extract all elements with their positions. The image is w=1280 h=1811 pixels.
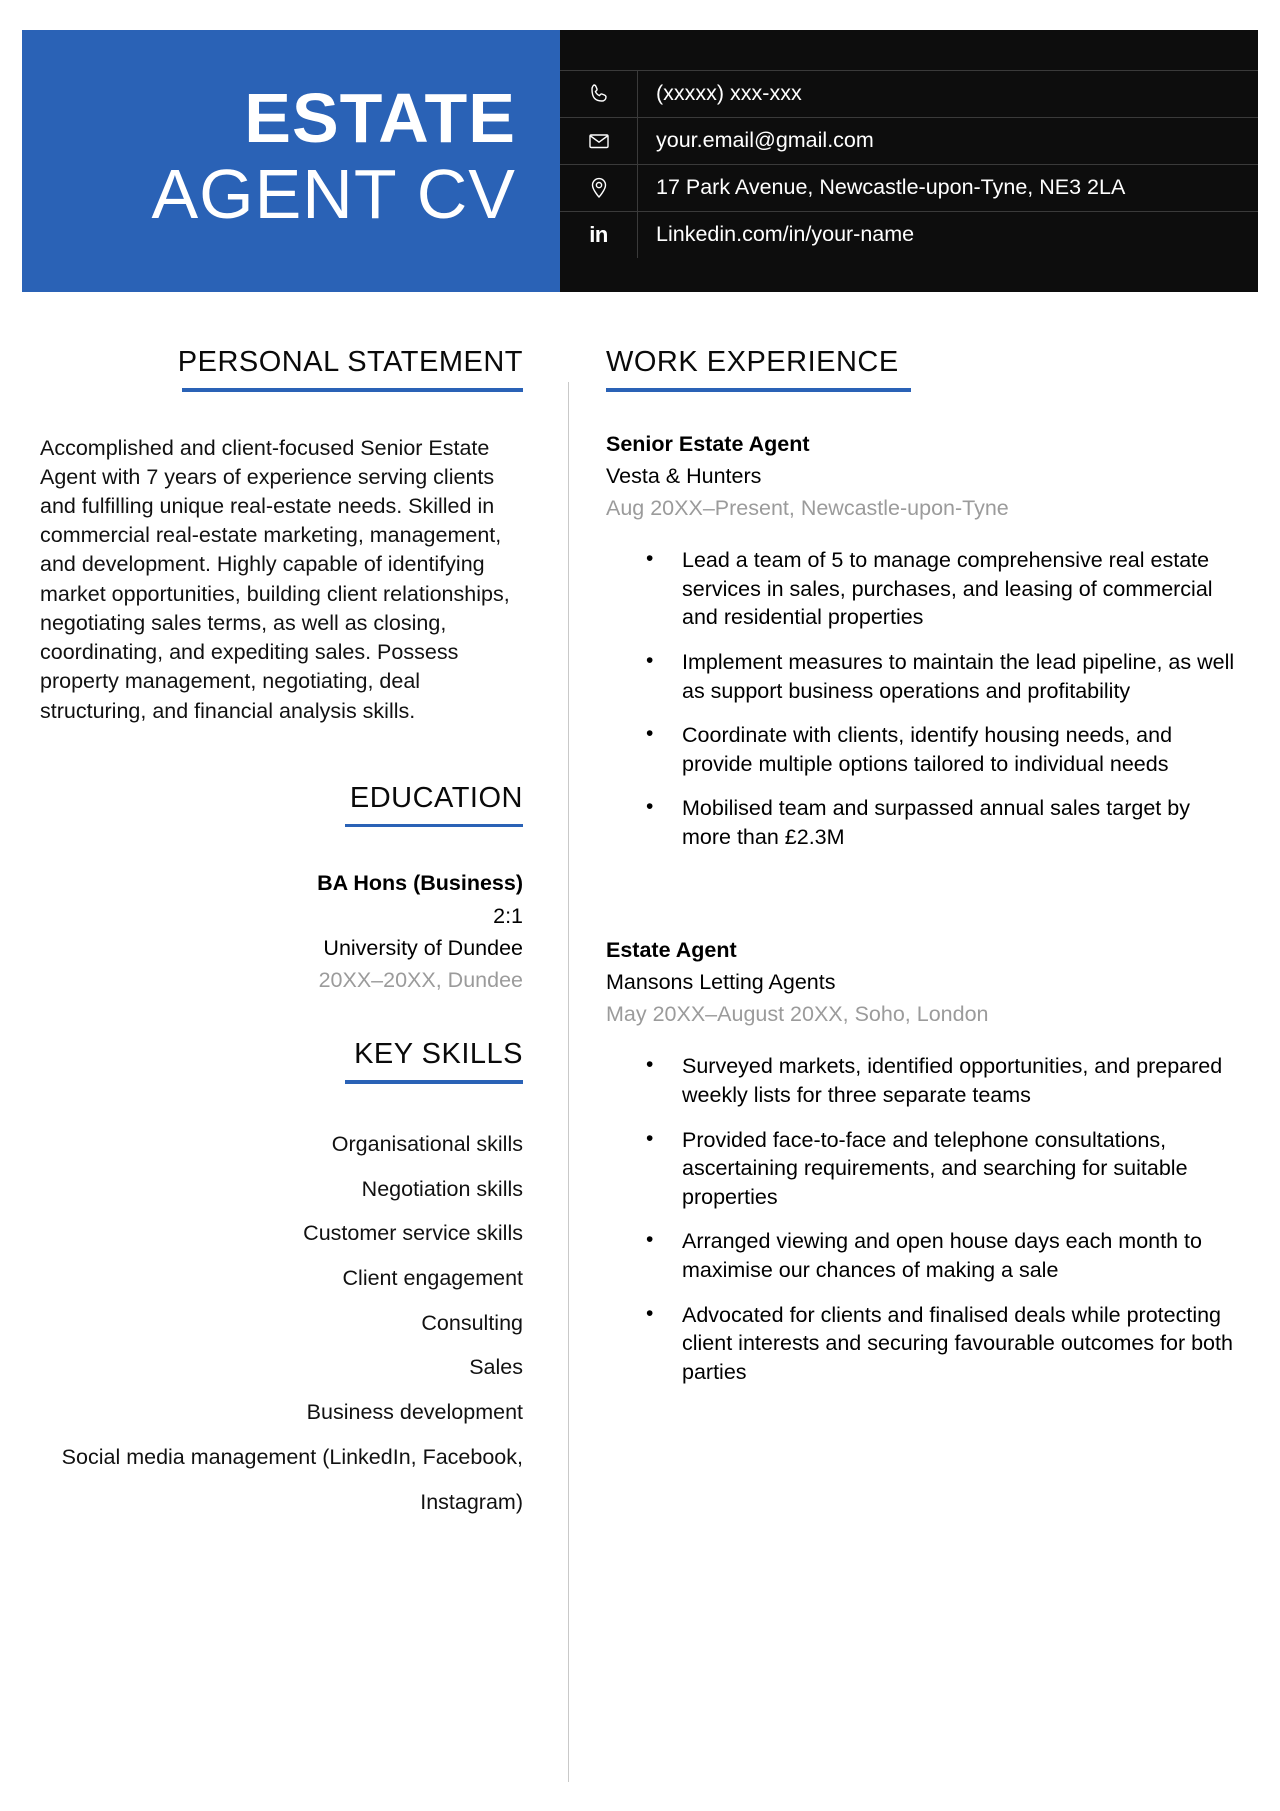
section-key-skills — [40, 1038, 523, 1524]
list-item: • Surveyed markets, identified opportunities, and prepared weekly lists for three separate teams — [646, 1052, 1235, 1109]
job-bullet-list — [606, 546, 1235, 851]
education-school: University of Dundee — [323, 935, 523, 960]
list-item: • Mobilised team and surpassed annual sales target by more than £2.3M — [646, 794, 1235, 851]
personal-statement-rule — [182, 388, 523, 392]
job-title: Estate Agent — [606, 937, 737, 962]
job-entry — [606, 428, 1235, 852]
personal-statement-body: Accomplished and client-focused Senior Estate Agent with 7 years of experience serving clients and fulfilling unique real-estate needs. Skilled in commercial real-estate marketing, management, and development. Highly capable of identifying market opportunities, building client relationships, negotiating sales terms, as well as closing, coordinating, and expediting sales. Possess property management, negotiating, deal structuring, and financial analysis skills. — [40, 435, 510, 723]
work-experience-rule — [606, 388, 911, 392]
job-meta: May 20XX–August 20XX, Soho, London — [606, 1002, 989, 1027]
left-column — [0, 320, 568, 1524]
title-block — [22, 30, 560, 292]
education-date: 20XX–20XX, Dundee — [318, 968, 523, 993]
job-meta: Aug 20XX–Present, Newcastle-upon-Tyne — [606, 496, 1009, 520]
education-entry — [40, 867, 523, 996]
contact-row-linkedin — [560, 211, 1258, 258]
education-rule — [345, 824, 523, 828]
list-item: • Provided face-to-face and telephone consultations, ascertaining requirements, and searching for suitable properties — [646, 1126, 1235, 1212]
email-icon — [560, 118, 638, 164]
key-skills-rule — [345, 1080, 523, 1084]
cv-header — [0, 0, 1280, 320]
list-item: Customer service skills — [303, 1221, 523, 1246]
job-entry — [606, 934, 1235, 1387]
key-skills-list — [40, 1122, 523, 1524]
job-company: Mansons Letting Agents — [606, 969, 836, 994]
contact-row-phone — [560, 70, 1258, 117]
list-item: • Coordinate with clients, identify housing needs, and provide multiple options tailored to individual needs — [646, 721, 1235, 778]
list-item: Business development — [306, 1400, 523, 1425]
section-work-experience — [606, 346, 1235, 1386]
contact-row-address — [560, 164, 1258, 211]
contact-linkedin-value: Linkedin.com/in/your-name — [656, 222, 915, 247]
list-item: Consulting — [421, 1310, 523, 1335]
key-skills-heading: KEY SKILLS — [354, 1038, 523, 1071]
list-item: Social media management (LinkedIn, Facebook, Instagram) — [61, 1444, 523, 1514]
education-grade: 2:1 — [493, 903, 523, 928]
section-personal-statement — [40, 346, 523, 726]
list-item: Client engagement — [342, 1266, 523, 1290]
linkedin-icon: in — [560, 212, 638, 258]
cv-title-line-2: AGENT CV — [151, 154, 516, 233]
job-bullet-list — [606, 1052, 1235, 1386]
cv-body — [0, 320, 1280, 1524]
contact-row-email — [560, 117, 1258, 164]
personal-statement-heading: PERSONAL STATEMENT — [177, 346, 523, 378]
list-item: Sales — [469, 1355, 523, 1380]
job-title: Senior Estate Agent — [606, 431, 810, 456]
work-experience-heading: WORK EXPERIENCE — [606, 346, 899, 378]
phone-icon — [560, 71, 638, 117]
cv-title-line-1: ESTATE — [244, 79, 516, 158]
right-column — [568, 320, 1280, 1524]
contact-panel — [560, 30, 1258, 292]
location-icon — [560, 165, 638, 211]
list-item: Negotiation skills — [361, 1176, 523, 1201]
section-education — [40, 782, 523, 997]
education-heading: EDUCATION — [349, 781, 523, 814]
list-item: • Lead a team of 5 to manage comprehensive real estate services in sales, purchases, and leasing of commercial and residential properties — [646, 546, 1235, 632]
list-item: • Implement measures to maintain the lead pipeline, as well as support business operations and profitability — [646, 648, 1235, 705]
list-item: • Arranged viewing and open house days each month to maximise our chances of making a sale — [646, 1227, 1235, 1284]
contact-address-value: 17 Park Avenue, Newcastle-upon-Tyne, NE3 2LA — [656, 175, 1126, 200]
contact-email-value: your.email@gmail.com — [656, 128, 874, 153]
list-item: • Advocated for clients and finalised deals while protecting client interests and securing favourable outcomes for both parties — [646, 1301, 1235, 1387]
list-item: Organisational skills — [331, 1131, 523, 1156]
contact-phone-value: (xxxxx) xxx-xxx — [656, 81, 802, 106]
education-degree: BA Hons (Business) — [317, 871, 523, 896]
job-company: Vesta & Hunters — [606, 463, 762, 488]
